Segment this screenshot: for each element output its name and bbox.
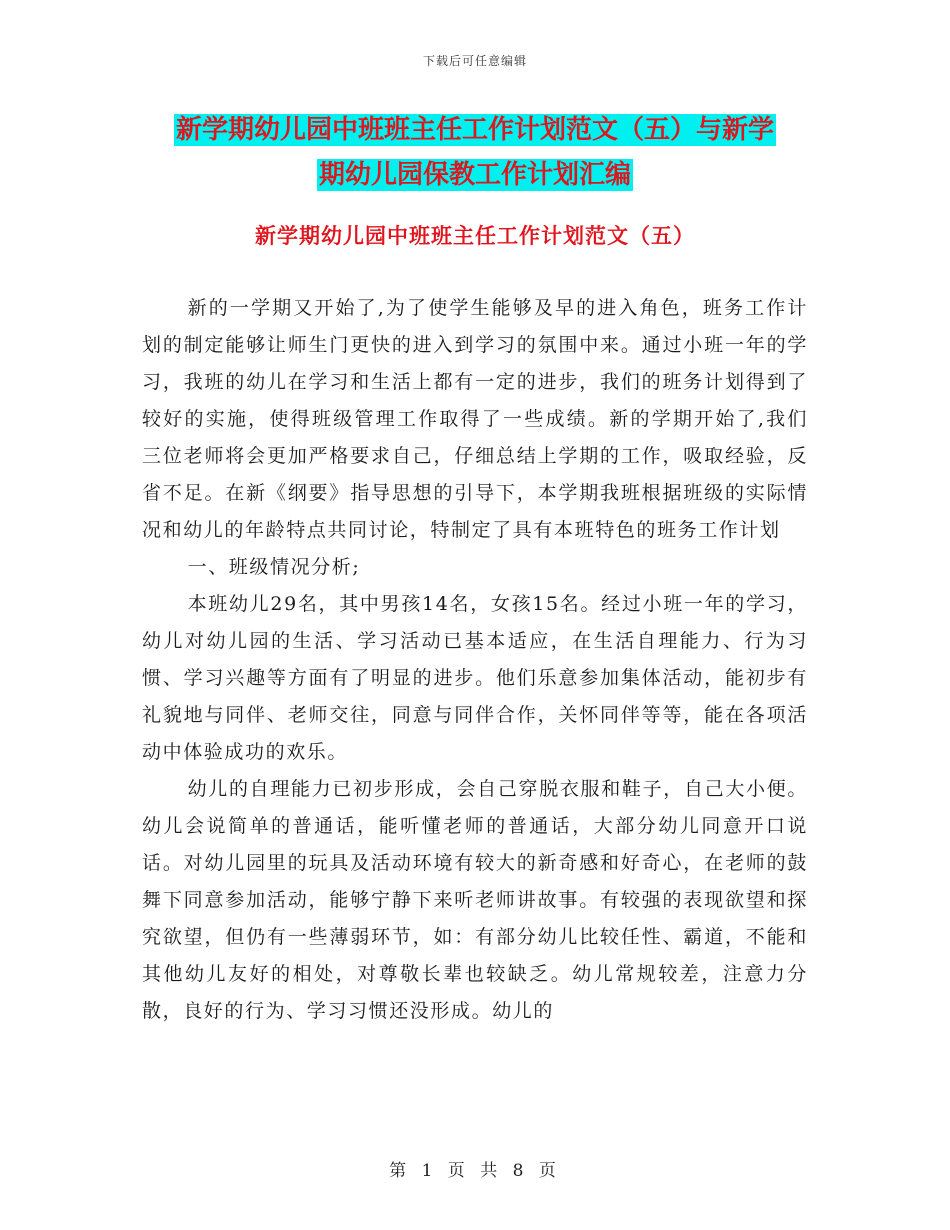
section-title: 新学期幼儿园中班班主任工作计划范文（五） bbox=[255, 224, 695, 248]
page-number-footer: 第 1 页 共 8 页 bbox=[389, 1161, 561, 1181]
document-title-line-2: 期幼儿园保教工作计划汇编 bbox=[318, 160, 631, 190]
paragraph-heading-class-analysis: 一、班级情况分析; bbox=[187, 556, 361, 578]
document-title bbox=[0, 108, 950, 198]
document-body bbox=[142, 290, 808, 1030]
paragraph-class-overview: 本班幼儿29名，其中男孩14名，女孩15名。经过小班一年的学习，幼儿对幼儿园的生活、学习活动已基本适应，在生活自理能力、行为习惯、学习兴趣等方面有了明显的进步。他们乐意参加集体活动，能初步有礼貌地与同伴、老师交往，同意与同伴合作，关怀同伴等等，能在各项活动中体验成功的欢乐。 bbox=[142, 593, 808, 763]
paragraph-intro: 新的一学期又开始了,为了使学生能够及早的进入角色，班务工作计划的制定能够让师生门更快的进入到学习的氛围中来。通过小班一年的学习，我班的幼儿在学习和生活上都有一定的进步，我们的班务计划得到了较好的实施，使得班级管理工作取得了一些成绩。新的学期开始了,我们三位老师将会更加严格要求自己，仔细总结上学期的工作，吸取经验，反省不足。在新《纲要》指导思想的引导下，本学期我班根据班级的实际情况和幼儿的年龄特点共同讨论，特制定了具有本班特色的班务工作计划 bbox=[142, 297, 808, 541]
page-header-note: 下载后可任意编辑 bbox=[422, 54, 527, 68]
document-title-line-1: 新学期幼儿园中班班主任工作计划范文（五）与新学 bbox=[175, 115, 774, 145]
paragraph-self-care: 幼儿的自理能力已初步形成，会自己穿脱衣服和鞋子，自己大小便。幼儿会说简单的普通话，能听懂老师的普通话，大部分幼儿同意开口说话。对幼儿园里的玩具及活动环境有较大的新奇感和好奇心，在老师的鼓舞下同意参加活动，能够宁静下来听老师讲故事。有较强的表现欲望和探究欲望，但仍有一些薄弱环节，如：有部分幼儿比较任性、霸道，不能和其他幼儿友好的相处，对尊敬长辈也较缺乏。幼儿常规较差，注意力分散，良好的行为、学习习惯还没形成。幼儿的 bbox=[142, 778, 808, 1022]
